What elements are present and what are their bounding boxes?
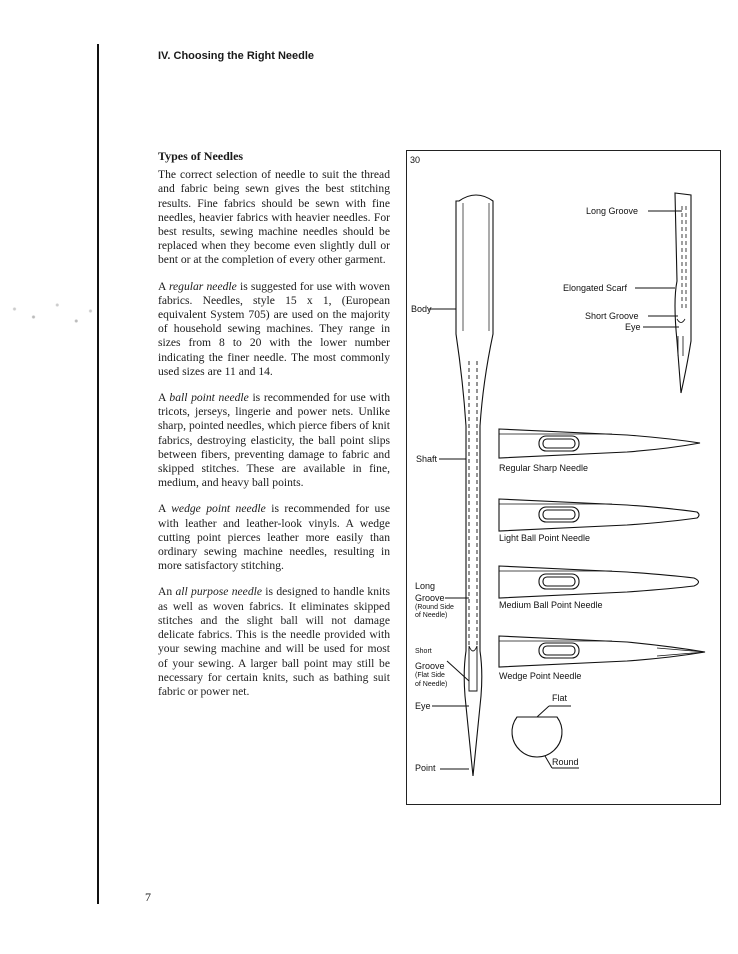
small-needle-side	[675, 193, 691, 393]
round-side-label: (Round Side	[415, 604, 454, 611]
flat-side-label: (Flat Side	[415, 672, 445, 679]
needle-figure	[406, 150, 721, 805]
text-column	[158, 149, 390, 711]
wedge-point-profile	[499, 636, 705, 667]
long-groove-top-label: Long Groove	[586, 206, 639, 216]
figure-number: 30	[410, 155, 421, 165]
wedge-point-paragraph: A wedge point needle is recommended for use with leather and leather-look vinyls. A wedge cutting point pierces leather more easily than ordinary sewing machine needles, resulting in more satisfactory stitching.	[158, 502, 390, 573]
all-purpose-paragraph: An all purpose needle is designed to handle knits as well as woven fabrics. It eliminates skipped stitches and the slight ball will not damage delicate fabrics. This is the needle provided with your sewing machine and will be used for most of your sewing. A larger ball point may still be necessary for certain knits, such as bathing suit fabric or power net.	[158, 585, 390, 698]
short-groove-label: Short Groove	[585, 311, 639, 321]
elongated-scarf-label: Elongated Scarf	[563, 283, 628, 293]
long-label: Long	[415, 581, 436, 591]
medium-ball-label: Medium Ball Point Needle	[499, 600, 603, 610]
ball-point-paragraph: A ball point needle is recommended for use with tricots, jerseys, lingerie and power nets. Unlike sharp, pointed needles, which pierce fibers of knit fabrics, destroying elasticity, the ball point slips between fibers, preventing damage to fabric and skipped stitches. These are available in fine, medium, and heavy ball points.	[158, 391, 391, 490]
regular-needle-paragraph: A regular needle is suggested for use with woven fabrics. Needles, style 15 x 1, (European equivalent System 705) are used on the majority of household sewing machines. They range in sizes from 8 to 20 with the lower number indicating the finer needle. The most commonly used sizes are 11 and 14.	[158, 279, 390, 378]
groove-label: Groove	[415, 593, 445, 603]
point-label: Point	[415, 763, 436, 773]
cross-section	[512, 717, 562, 757]
body-label: Body	[411, 304, 432, 314]
eye-label: Eye	[415, 701, 431, 711]
medium-ball-profile	[499, 566, 699, 598]
light-ball-label: Light Ball Point Needle	[499, 533, 591, 543]
regular-sharp-label: Regular Sharp Needle	[499, 463, 589, 473]
flat-label: Flat	[552, 693, 568, 703]
shaft-label: Shaft	[416, 454, 438, 464]
eye-top-label: Eye	[625, 322, 641, 332]
light-ball-profile	[499, 499, 699, 531]
needle-diagram	[407, 151, 722, 806]
short-label: Short	[415, 648, 432, 655]
of-needle-label-2: of Needle)	[415, 681, 448, 688]
types-of-needles-title: Types of Needles	[158, 149, 244, 163]
page-number: 7	[145, 890, 151, 904]
large-needle	[456, 195, 493, 776]
of-needle-label-1: of Needle)	[415, 612, 448, 619]
section-heading: IV. Choosing the Right Needle	[158, 50, 315, 62]
groove-2-label: Groove	[415, 661, 445, 671]
scan-speckle	[5, 293, 100, 333]
wedge-point-label: Wedge Point Needle	[499, 671, 582, 681]
margin-rule	[97, 44, 99, 904]
regular-sharp-profile	[499, 429, 700, 458]
round-label: Round	[552, 757, 579, 767]
intro-paragraph: The correct selection of needle to suit the thread and fabric being sewn gives the best stitching results. Fine fabrics should be sewn with fine needles, heavier fabrics with heavier needles. For best results, sewing machine needles should be replaced when they become even slightly dull or bent or at the completion of every other garment.	[158, 168, 390, 267]
